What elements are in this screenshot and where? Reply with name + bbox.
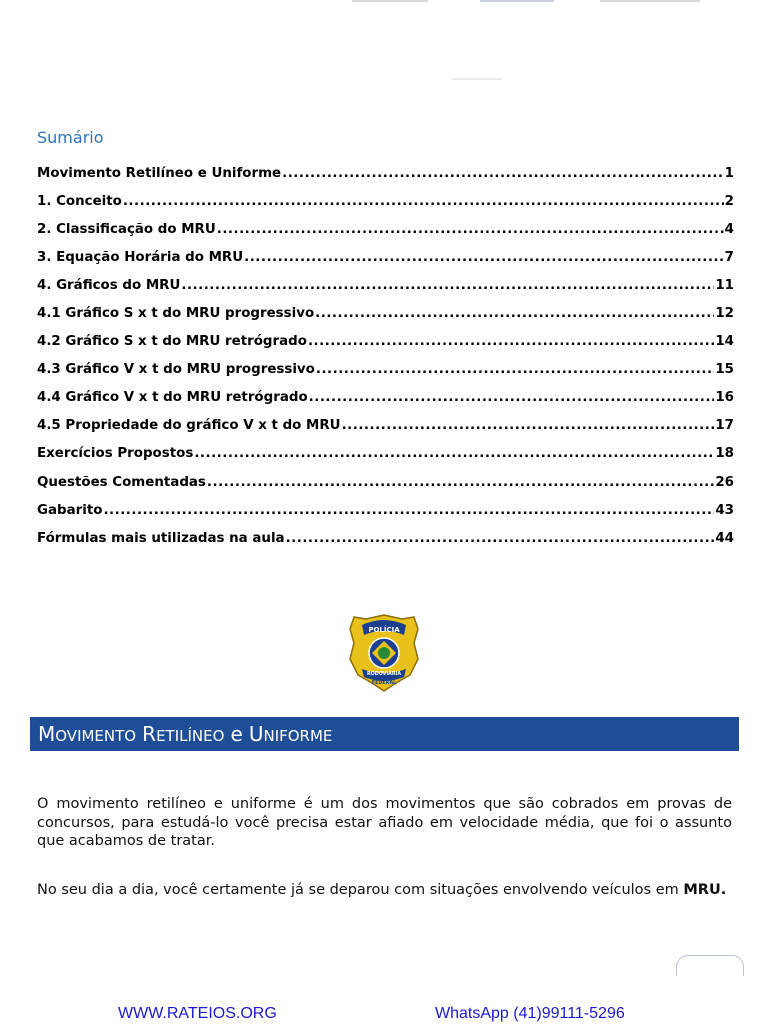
toc-dot-leader — [103, 503, 714, 518]
whatsapp-link[interactable]: WhatsApp (41)99111-5296 — [435, 1005, 625, 1022]
toc-dot-leader — [286, 531, 715, 546]
toc-entry-page: 44 — [715, 530, 734, 546]
toc-dot-leader — [207, 475, 714, 490]
toc-entry[interactable] — [37, 356, 734, 384]
toc-entry[interactable] — [37, 243, 734, 271]
toc-entry-label: Movimento Retilíneo e Uniforme — [37, 165, 282, 181]
toc-title: Sumário — [37, 128, 104, 147]
toc-entry-page: 2 — [724, 193, 734, 209]
toc-entry-page: 12 — [715, 306, 734, 322]
toc-entry-label: 4.2 Gráfico S x t do MRU retrógrado — [37, 334, 307, 350]
toc-entry-label: Fórmulas mais utilizadas na aula — [37, 530, 285, 546]
toc-entry-page: 16 — [715, 390, 734, 406]
body-paragraph-2 — [37, 881, 732, 900]
toc-dot-leader — [316, 362, 714, 377]
toc-entry-page: 17 — [715, 418, 734, 434]
badge-top-text: POLÍCIA — [368, 626, 400, 634]
toc-entry[interactable] — [37, 215, 734, 243]
paragraph-2-text: No seu dia a dia, você certamente já se deparou com situações envolvendo veículos em — [37, 882, 679, 898]
toc-dot-leader — [244, 250, 724, 265]
toc-entry[interactable] — [37, 496, 734, 524]
toc-dot-leader — [194, 446, 714, 461]
toc-entry[interactable] — [37, 299, 734, 327]
toc-entry-label: Gabarito — [37, 502, 103, 518]
section-heading: MOVIMENTO RETILÍNEO e UNIFORME — [38, 722, 333, 746]
toc-entry-label: 1. Conceito — [37, 193, 122, 209]
top-scan-artifacts — [0, 0, 768, 90]
toc-dot-leader — [282, 166, 724, 181]
toc-entry-page: 4 — [724, 221, 734, 237]
toc-entry[interactable] — [37, 524, 734, 552]
section-heading-bar — [30, 717, 739, 751]
paragraph-2-bold: MRU. — [683, 882, 727, 898]
toc-entry-label: Exercícios Propostos — [37, 446, 194, 462]
toc-entry[interactable] — [37, 271, 734, 299]
toc-entry[interactable] — [37, 159, 734, 187]
toc-dot-leader — [217, 222, 724, 237]
toc-dot-leader — [123, 194, 724, 209]
toc-dot-leader — [342, 418, 715, 433]
toc-entry-label: 4.1 Gráfico S x t do MRU progressivo — [37, 306, 315, 322]
toc-entry[interactable] — [37, 468, 734, 496]
toc-entry-page: 7 — [724, 249, 734, 265]
toc-entry[interactable] — [37, 412, 734, 440]
toc-entry-page: 1 — [724, 165, 734, 181]
toc-entry-label: 4. Gráficos do MRU — [37, 277, 181, 293]
toc-dot-leader — [309, 390, 715, 405]
toc-dot-leader — [315, 306, 714, 321]
toc-entry[interactable] — [37, 187, 734, 215]
page-corner-tab[interactable] — [676, 955, 744, 976]
toc-dot-leader — [181, 278, 714, 293]
toc-entry-page: 43 — [715, 502, 734, 518]
badge-bottom-text-2: FEDERAL — [371, 681, 397, 686]
toc-entry-page: 26 — [715, 474, 734, 490]
police-badge-icon — [348, 613, 420, 693]
badge-bottom-text-1: RODOVIÁRIA — [366, 672, 402, 677]
toc-entry-label: 4.3 Gráfico V x t do MRU progressivo — [37, 362, 315, 378]
table-of-contents — [37, 159, 734, 552]
website-link[interactable]: WWW.RATEIOS.ORG — [118, 1005, 277, 1022]
toc-entry-page: 18 — [715, 446, 734, 462]
toc-entry-label: 4.4 Gráfico V x t do MRU retrógrado — [37, 390, 308, 406]
toc-entry-label: 4.5 Propriedade do gráfico V x t do MRU — [37, 418, 341, 434]
toc-entry[interactable] — [37, 384, 734, 412]
toc-entry-page: 14 — [715, 334, 734, 350]
toc-entry-label: 3. Equação Horária do MRU — [37, 249, 244, 265]
toc-entry[interactable] — [37, 328, 734, 356]
body-paragraph-1: O movimento retilíneo e uniforme é um dos movimentos que são cobrados em provas de concursos, para estudá-lo você precisa estar afiado em velocidade média, que foi o assunto que acabamos de tratar. — [37, 796, 732, 849]
toc-entry-page: 11 — [715, 277, 734, 293]
toc-entry-page: 15 — [715, 362, 734, 378]
toc-entry[interactable] — [37, 440, 734, 468]
toc-entry-label: Questões Comentadas — [37, 474, 206, 490]
toc-dot-leader — [308, 334, 714, 349]
toc-entry-label: 2. Classificação do MRU — [37, 221, 216, 237]
